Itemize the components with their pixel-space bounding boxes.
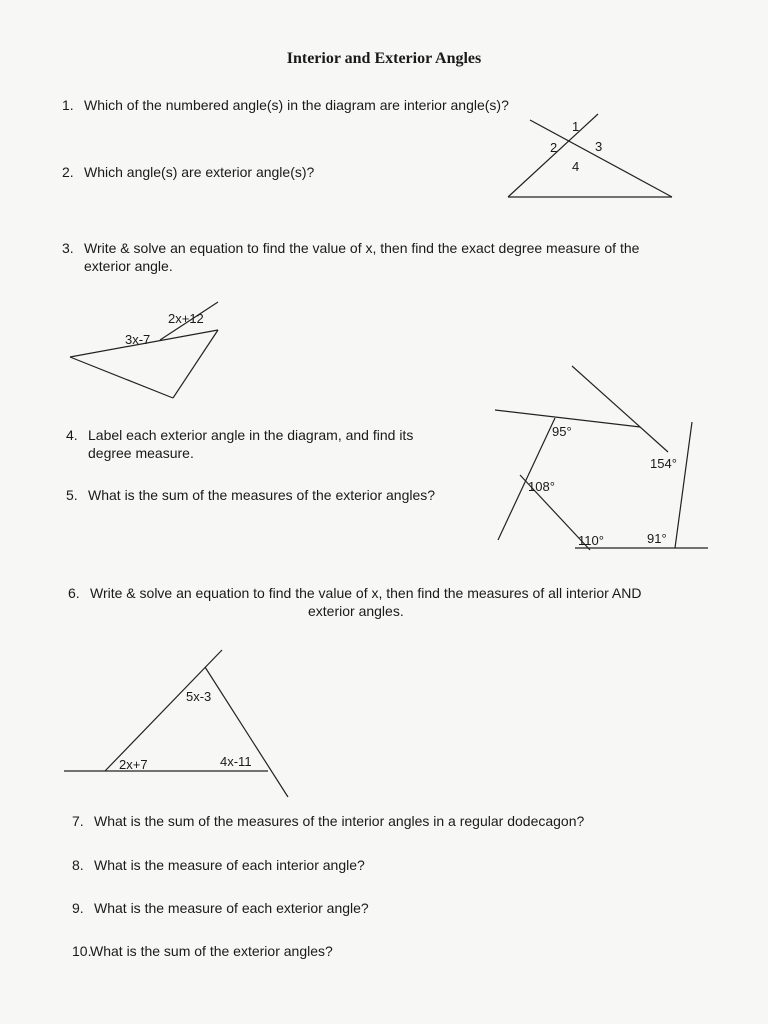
fig4-108-label: 108° bbox=[528, 479, 555, 494]
question-number: 4. bbox=[66, 427, 78, 443]
fig3-left-angle-label: 3x-7 bbox=[125, 332, 151, 347]
page-title: Interior and Exterior Angles bbox=[286, 50, 482, 67]
question-number: 5. bbox=[66, 487, 78, 503]
question-number: 9. bbox=[72, 900, 84, 916]
question-number: 1. bbox=[62, 97, 74, 113]
figure-6-triangle bbox=[64, 650, 288, 797]
question-text: What is the sum of the measures of the exterior angles? bbox=[88, 487, 436, 503]
question-text: Which angle(s) are exterior angle(s)? bbox=[84, 164, 315, 180]
fig1-angle-3-label: 3 bbox=[595, 139, 603, 154]
question-text: What is the measure of each exterior angle? bbox=[94, 900, 369, 916]
fig1-angle-2-label: 2 bbox=[550, 140, 558, 155]
fig4-95-label: 95° bbox=[552, 424, 572, 439]
fig6-top-angle-label: 5x-3 bbox=[186, 689, 212, 704]
fig4-91-label: 91° bbox=[647, 531, 667, 546]
fig6-left-angle-label: 2x+7 bbox=[119, 757, 148, 772]
fig3-top-angle-label: 2x+12 bbox=[168, 311, 204, 326]
question-number: 8. bbox=[72, 857, 84, 873]
question-number: 3. bbox=[62, 240, 74, 256]
fig4-154-label: 154° bbox=[650, 456, 677, 471]
question-text: Write & solve an equation to find the value of x, then find the measures of all interior AND bbox=[90, 585, 642, 601]
question-text: What is the sum of the exterior angles? bbox=[90, 943, 333, 959]
question-text: What is the sum of the measures of the interior angles in a regular dodecagon? bbox=[94, 813, 585, 829]
figure-1-triangle bbox=[508, 114, 672, 197]
question-text-continued: exterior angles. bbox=[308, 603, 404, 619]
question-text-continued: degree measure. bbox=[88, 445, 194, 461]
question-text: Write & solve an equation to find the value of x, then find the exact degree measure of the bbox=[84, 240, 640, 256]
question-number: 2. bbox=[62, 164, 74, 180]
question-number: 10. bbox=[72, 943, 92, 959]
question-text-continued: exterior angle. bbox=[84, 258, 173, 274]
question-number: 6. bbox=[68, 585, 80, 601]
question-text: What is the measure of each interior angle? bbox=[94, 857, 365, 873]
fig1-angle-1-label: 1 bbox=[572, 119, 580, 134]
question-text: Which of the numbered angle(s) in the diagram are interior angle(s)? bbox=[84, 97, 509, 113]
fig4-110-label: 110° bbox=[578, 533, 604, 548]
question-text: Label each exterior angle in the diagram, and find its bbox=[88, 427, 414, 443]
fig1-angle-4-label: 4 bbox=[572, 159, 580, 174]
fig6-right-angle-label: 4x-11 bbox=[220, 754, 252, 769]
question-number: 7. bbox=[72, 813, 84, 829]
